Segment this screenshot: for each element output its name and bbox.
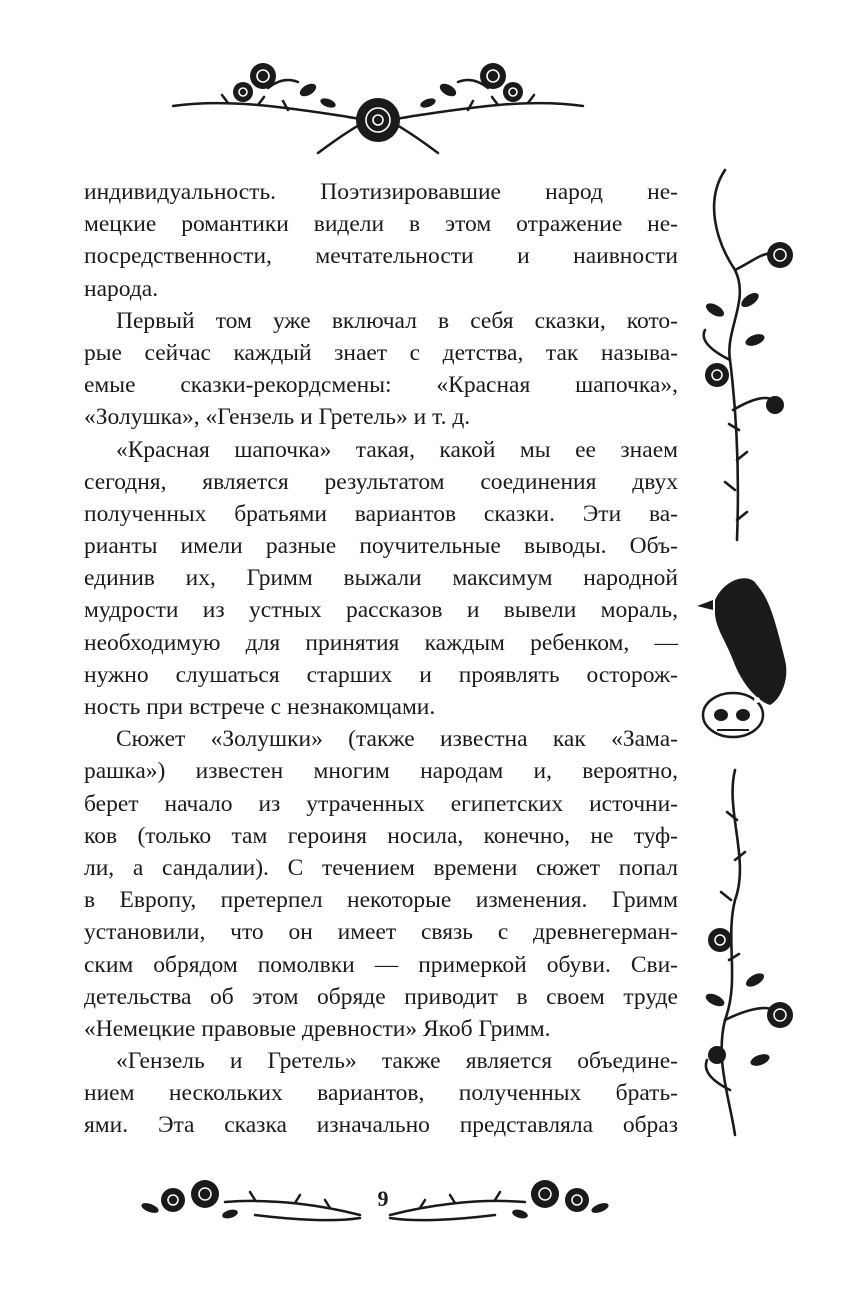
paragraph-3 [84,434,678,724]
text-line: сегодня, является результатом соединения двух [84,468,678,495]
text-line: «Золушка», «Гензель и Гретель» и т. д. [84,404,471,431]
text-line: рашка») известен многим народам и, вероятно, [84,758,678,785]
text-line: мудрости из устных рассказов и вывели мораль, [84,597,678,624]
text-line: рианты имели разные поучительные выводы. Объ- [84,533,678,560]
text-line: необходимую для принятия каждым ребенком, — [84,629,678,656]
paragraph-2 [84,305,678,434]
text-line: Первый том уже включал в себя сказки, кото- [116,307,678,334]
text-line: рые сейчас каждый знает с детства, так называ- [84,339,678,366]
rose-vine-raven-skull-icon [695,160,805,1150]
text-line: установили, что он имеет связь с древнегерман- [84,919,678,946]
text-line: полученных братьями вариантов сказки. Эти ва- [84,500,678,527]
text-line: индивидуальность. Поэтизировавшие народ не- [84,179,678,205]
text-line: нужно слушаться старших и проявлять осторож- [84,661,678,688]
paragraph-5 [84,1045,678,1142]
text-line: «Красная шапочка» такая, какой мы ее знаем [116,436,678,463]
text-line: ским обрядом помолвки — примеркой обуви. Сви- [84,951,678,978]
text-line: ями. Эта сказка изначально представляла образ [84,1112,678,1139]
text-line: нием нескольких вариантов, полученных брать- [84,1080,678,1107]
text-line: в Европу, претерпел некоторые изменения. Гримм [84,887,678,914]
text-line: «Немецкие правовые древности» Якоб Гримм. [84,1015,551,1042]
text-line: мецкие романтики видели в этом отражение не- [84,211,678,238]
paragraph-4 [84,723,678,1045]
rose-thorn-ornament-icon [168,58,588,168]
text-line: берет начало из утраченных египетских источни- [84,790,678,817]
text-line: единив их, Гримм выжали максимум народной [84,565,678,592]
text-line: емые сказки-рекордсмены: «Красная шапочка», [84,372,678,399]
text-line: «Гензель и Гретель» также является объедине- [116,1048,678,1075]
text-line: народа. [84,275,159,302]
text-line: ков (только там героиня носила, конечно, не туф- [84,822,678,849]
paragraph-1 [84,176,678,305]
text-line: ность при встрече с незнакомцами. [84,694,436,720]
text-line: детельства об этом обряде приводит в своем труде [84,983,678,1010]
text-line: Сюжет «Золушки» (также известна как «Зама- [116,726,678,753]
body-text [84,176,678,1142]
text-line: ли, а сандалии). С течением времени сюжет попал [84,854,678,881]
text-line: посредственности, мечтательности и наивности [84,243,678,270]
page-number: 9 [377,1186,389,1211]
